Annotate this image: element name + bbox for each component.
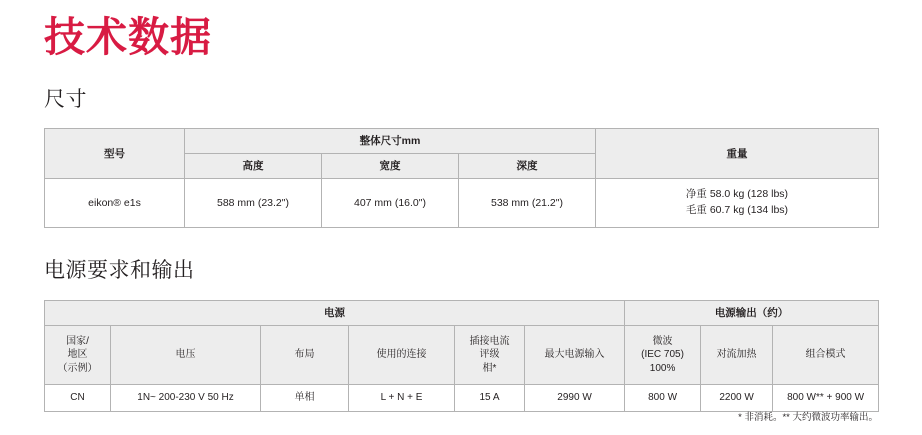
- power-header-convection: 对流加热: [701, 326, 773, 385]
- dimensions-cell-depth: 538 mm (21.2"): [459, 179, 596, 228]
- power-header-combination: 组合模式: [773, 326, 879, 385]
- power-header-microwave-line2: (IEC 705): [641, 349, 684, 361]
- power-cell-microwave: 800 W: [625, 385, 701, 412]
- dimensions-header-height: 高度: [185, 154, 322, 179]
- dimensions-cell-width: 407 mm (16.0"): [322, 179, 459, 228]
- power-header-group-output: 电源输出（约）: [625, 300, 879, 325]
- dimensions-header-overall: 整体尺寸mm: [185, 129, 596, 154]
- power-cell-convection: 2200 W: [701, 385, 773, 412]
- power-header-country: [45, 326, 111, 385]
- power-cell-combination: 800 W** + 900 W: [773, 385, 879, 412]
- power-header-plug-rating: [455, 326, 525, 385]
- power-table: [44, 300, 879, 412]
- power-header-microwave-line1: 微波: [652, 335, 673, 347]
- power-cell-max-input: 2990 W: [525, 385, 625, 412]
- power-header-plug-rating-line2: 评级: [479, 349, 500, 361]
- power-header-row-2: [45, 326, 879, 385]
- power-header-plug-rating-line3: 相*: [482, 362, 497, 374]
- power-cell-plug-rating: 15 A: [455, 385, 525, 412]
- power-header-microwave: [625, 326, 701, 385]
- table-row: [45, 385, 879, 412]
- dimensions-header-row-1: [45, 129, 879, 154]
- power-header-microwave-line3: 100%: [649, 362, 676, 374]
- section-title-power: 电源要求和输出: [44, 258, 195, 282]
- power-cell-layout: 单相: [261, 385, 349, 412]
- table-row: [45, 179, 879, 228]
- power-cell-connection: L + N + E: [349, 385, 455, 412]
- power-header-connection: 使用的连接: [349, 326, 455, 385]
- section-title-dimensions: 尺寸: [44, 88, 87, 112]
- weight-gross: 毛重 60.7 kg (134 lbs): [685, 204, 789, 217]
- power-header-voltage: 电压: [111, 326, 261, 385]
- footnote: * 非消耗。** 大约微波功率输出。: [738, 412, 878, 423]
- power-header-country-line2: 地区: [67, 349, 88, 361]
- power-cell-country: CN: [45, 385, 111, 412]
- weight-net: 净重 58.0 kg (128 lbs): [685, 188, 789, 201]
- power-header-group-power: 电源: [45, 300, 625, 325]
- power-header-row-1: [45, 300, 879, 325]
- power-header-layout: 布局: [261, 326, 349, 385]
- power-cell-voltage: 1N~ 200-230 V 50 Hz: [111, 385, 261, 412]
- dimensions-header-depth: 深度: [459, 154, 596, 179]
- dimensions-header-width: 宽度: [322, 154, 459, 179]
- power-header-country-line1: 国家/: [66, 335, 89, 347]
- power-header-max-input: 最大电源输入: [525, 326, 625, 385]
- dimensions-cell-model: eikon® e1s: [45, 179, 185, 228]
- dimensions-table: [44, 128, 879, 228]
- dimensions-header-weight: 重量: [596, 129, 879, 179]
- power-header-plug-rating-line1: 插接电流: [469, 335, 510, 347]
- dimensions-header-model: 型号: [45, 129, 185, 179]
- dimensions-cell-weight: [596, 179, 879, 228]
- power-header-country-line3: （示例）: [57, 362, 98, 374]
- dimensions-cell-height: 588 mm (23.2"): [185, 179, 322, 228]
- page-title: 技术数据: [44, 14, 212, 60]
